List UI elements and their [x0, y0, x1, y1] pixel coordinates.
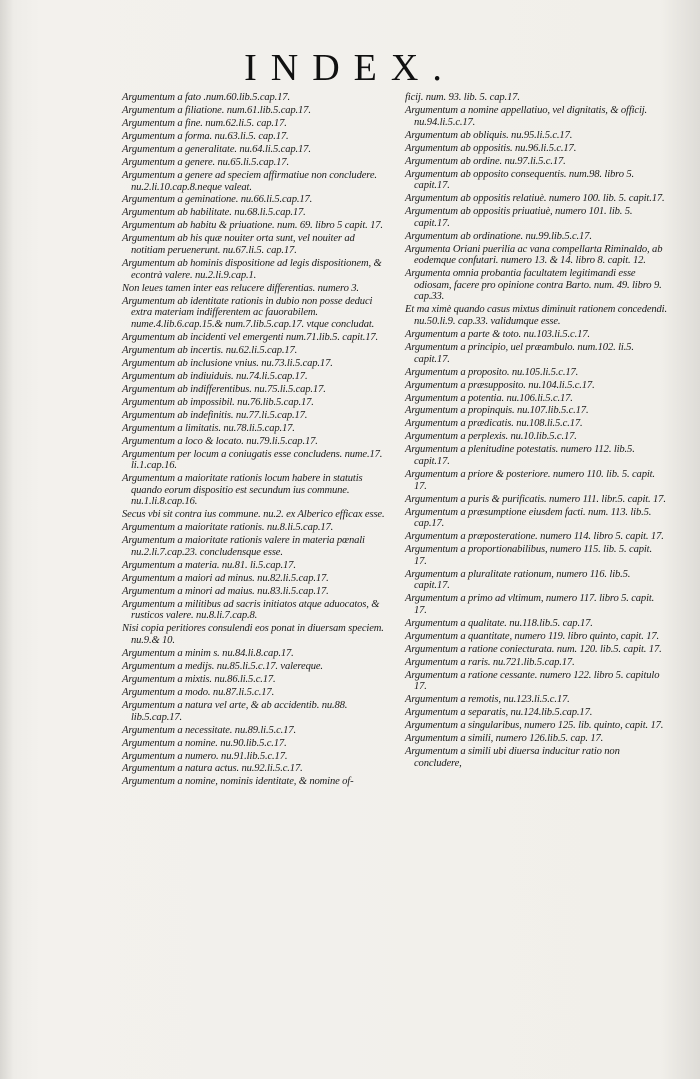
index-entry: Argumentum ab opposito consequentis. num.98. libro 5. capit.17. [405, 168, 635, 192]
index-entry: Argumentum a necessitate. nu.89.li.5.c.17. [122, 724, 296, 736]
index-entry: Argumentum a simili ubi diuersa inducitur ratio non concludere, [405, 746, 620, 769]
index-entry: Argumentum a plenitudine potestatis. numero 112. lib.5. capit.17. [405, 444, 635, 468]
index-entry: Argumentum a separatis, nu.124.lib.5.cap.17. [405, 707, 593, 719]
index-entry: Argumentum a maioritate rationis. nu.8.li.5.cap.17. [122, 522, 334, 534]
index-entry: Argumentum a primo ad vltimum, numero 117. libro 5. capit. 17. [405, 593, 655, 616]
index-entry: Secus vbi sit contra ius commune. nu.2. ex Alberico efficax esse. [122, 509, 385, 521]
index-entry: Argumentum ab identitate rationis in dubio non posse deduci extra materiam indifferentem ac fauorabilem. nume.4.lib.6.cap.15.& num.7.lib.5.cap.17. vtque concludat. [122, 295, 375, 330]
index-entry: Argumentum a nomine. nu.90.lib.5.c.17. [122, 737, 287, 749]
index-entry: Argumentum ab hominis dispositione ad legis dispositionem, & econtrà valere. nu.2.li.9.cap.1. [122, 258, 382, 281]
index-entry: Argumentum a priore & posteriore. numero 110. lib. 5. capit. 17. [405, 469, 655, 492]
index-entry: Argumentum a limitatis. nu.78.li.5.cap.17. [122, 422, 295, 434]
index-entry: Argumentum a maioritate rationis locum habere in statutis quando eorum dispositio est secundum ius commune. nu.1.li.8.cap.16. [122, 473, 363, 508]
page-title: INDEX. [244, 47, 456, 89]
index-column-left [122, 92, 390, 789]
index-entry: Nisi copia peritiores consulendi eos ponat in diuersam speciem. nu.9.& 10. [122, 623, 384, 647]
index-entry: Argumentum a maioritate rationis valere in materia pœnali nu.2.li.7.cap.23. concludensque esse. [122, 535, 365, 558]
index-entry: Argumenta Oriani puerilia ac vana compellarta Riminaldo, ab eodemque confutari. numero 13. & 14. libro 8. capit. 12. [405, 243, 663, 267]
index-entry: Argumentum a minori ad maius. nu.83.li.5.cap.17. [122, 585, 329, 597]
index-entry: Argumentum a remotis, nu.123.li.5.c.17. [405, 694, 570, 706]
index-entry: Argumentum a generalitate. nu.64.li.5.cap.17. [122, 143, 311, 155]
index-entry: Argumentum ab indifferentibus. nu.75.li.5.cap.17. [122, 383, 326, 395]
index-entry: Argumentum a quantitate, numero 119. libro quinto, capit. 17. [405, 630, 660, 642]
index-entry: Argumentum a fato .num.60.lib.5.cap.17. [122, 92, 290, 103]
index-entry: Argumentum ab inclusione vnius. nu.73.li.5.cap.17. [122, 357, 333, 369]
index-entry: Argumentum a singularibus, numero 125. lib. quinto, capit. 17. [405, 720, 664, 732]
index-entry: Argumentum ab habitu & priuatione. num. 69. libro 5 capit. 17. [122, 220, 383, 232]
index-entry: Argumentum a militibus ad sacris initiatos atque aduocatos, & rusticos valere. nu.8.li.7.cap.8. [122, 598, 380, 622]
index-entry: Argumentum ab his quæ nouiter orta sunt, vel nouiter ad notitiam peruenerunt. nu.67.li.5. cap.17. [122, 233, 355, 257]
index-entry: Argumentum a geminatione. nu.66.li.5.cap.17. [122, 194, 313, 206]
index-entry: Argumentum a natura actus. nu.92.li.5.c.17. [122, 763, 303, 775]
index-entry: Argumentum a medijs. nu.85.li.5.c.17. valereque. [122, 661, 323, 672]
index-entry: Argumentum a proposito. nu.105.li.5.c.17. [405, 366, 579, 378]
index-entry: Argumentum ab habilitate. nu.68.li.5.cap.17. [122, 207, 306, 219]
index-entry: Argumentum a raris. nu.721.lib.5.cap.17. [405, 656, 575, 668]
index-entry: ficij. num. 93. lib. 5. cap.17. [405, 92, 520, 103]
index-entry: Argumentum a materia. nu.81. li.5.cap.17. [122, 559, 296, 571]
index-entry: Argumentum a filiatione. num.61.lib.5.cap.17. [122, 104, 311, 116]
index-entry: Argumentum a fine. num.62.li.5. cap.17. [122, 117, 287, 129]
index-entry: Argumenta omnia probantia facultatem legitimandi esse odiosam, facere pro opinione contra Barto. num. 49. libro 9. cap.33. [405, 268, 662, 303]
index-entry: Argumentum ab indiuiduis. nu.74.li.5.cap.17. [122, 370, 308, 382]
index-entry: Argumentum a potentia. nu.106.li.5.c.17. [405, 392, 573, 404]
index-entry: Argumentum a ratione cessante. numero 122. libro 5. capitulo 17. [405, 669, 660, 693]
index-entry: Argumentum a nomine, nominis identitate, & nomine of- [122, 776, 354, 788]
index-entry: Argumentum a simili, numero 126.lib.5. cap. 17. [405, 733, 604, 745]
index-entry: Argumentum a natura vel arte, & ab accidentib. nu.88. lib.5.cap.17. [122, 699, 348, 723]
index-entry: Argumentum a qualitate. nu.118.lib.5. cap.17. [405, 617, 593, 629]
index-entry: Et ma ximè quando casus mixtus diminuit rationem concedendi. nu.50.li.9. cap.33. validumque esse. [405, 304, 667, 327]
index-entry: Argumentum per locum a coniugatis esse concludens. nume.17. li.1.cap.16. [122, 448, 383, 472]
index-entry: Argumentum ab ordine. nu.97.li.5.c.17. [405, 155, 566, 167]
index-entry: Argumentum a puris & purificatis. numero 111. libr.5. capit. 17. [405, 493, 666, 505]
index-entry: Argumentum ab oppositis. nu.96.li.5.c.17. [405, 142, 577, 154]
index-entry: Argumentum ab impossibil. nu.76.lib.5.cap.17. [122, 396, 314, 408]
index-entry: Argumentum a proportionabilibus, numero 115. lib. 5. capit. 17. [405, 544, 652, 567]
index-entry: Argumentum a parte & toto. nu.103.li.5.c.17. [405, 328, 590, 340]
index-entry: Argumentum a perplexis. nu.10.lib.5.c.17. [405, 431, 577, 443]
index-entry: Argumentum a numero. nu.91.lib.5.c.17. [122, 750, 288, 762]
index-entry: Argumentum a modo. nu.87.li.5.c.17. [122, 686, 275, 698]
index-entry: Argumentum a genere ad speciem affirmatiue non concludere. nu.2.li.10.cap.8.neque valeat. [122, 169, 377, 193]
index-entry: Argumentum a loco & locato. nu.79.li.5.cap.17. [122, 435, 318, 447]
index-entry: Argumentum a ratione coniecturata. num. 120. lib.5. capit. 17. [405, 643, 662, 655]
index-entry: Argumentum ab oppositis relatiuè. numero 100. lib. 5. capit.17. [405, 193, 665, 205]
index-entry: Argumentum a maiori ad minus. nu.82.li.5.cap.17. [122, 572, 329, 584]
index-entry: Argumentum a forma. nu.63.li.5. cap.17. [122, 130, 289, 142]
index-entry: Argumentum a pluralitate rationum, numero 116. lib.5. capit.17. [405, 568, 631, 592]
index-entry: Argumentum ab indefinitis. nu.77.li.5.cap.17. [122, 409, 308, 421]
index-entry: Argumentum a præposteratione. numero 114. libro 5. capit. 17. [405, 531, 664, 543]
index-entry: Argumentum a principio, uel præambulo. num.102. li.5. capit.17. [405, 341, 634, 365]
index-entry: Argumentum a præsumptione eiusdem facti. num. 113. lib.5. cap.17. [405, 506, 652, 530]
index-entry: Argumentum a nomine appellatiuo, vel dignitatis, & officij. nu.94.li.5.c.17. [405, 104, 648, 128]
index-entry: Argumentum a mixtis. nu.86.li.5.c.17. [122, 673, 276, 685]
index-entry: Argumentum a propinquis. nu.107.lib.5.c.17. [405, 405, 589, 417]
index-entry: Non leues tamen inter eas relucere differentias. numero 3. [122, 282, 359, 294]
index-entry: Argumentum ab incidenti vel emergenti num.71.lib.5. capit.17. [122, 331, 379, 343]
index-entry: Argumentum a genere. nu.65.li.5.cap.17. [122, 156, 289, 168]
index-entry: Argumentum a minim s. nu.84.li.8.cap.17. [122, 648, 294, 660]
index-entry: Argumentum ab ordinatione. nu.99.lib.5.c.17. [405, 230, 592, 242]
index-column-right [405, 92, 667, 771]
index-entry: Argumentum ab oppositis priuatiuè, numero 101. lib. 5. capit.17. [405, 206, 633, 229]
index-entry: Argumentum a prædicatis. nu.108.li.5.c.17. [405, 418, 583, 430]
index-entry: Argumentum ab obliquis. nu.95.li.5.c.17. [405, 129, 573, 141]
index-entry: Argumentum ab incertis. nu.62.li.5.cap.17. [122, 344, 298, 356]
index-entry: Argumentum a præsupposito. nu.104.li.5.c.17. [405, 379, 595, 391]
